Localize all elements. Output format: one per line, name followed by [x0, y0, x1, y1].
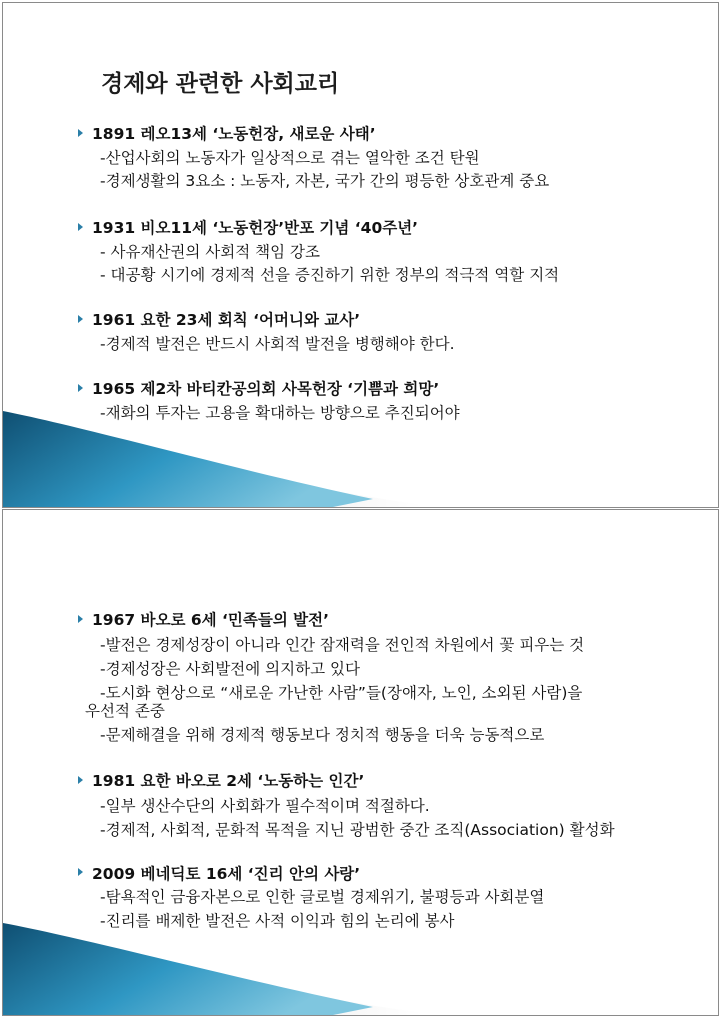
section-line: -일부 생산수단의 사회화가 필수적이며 적절하다. — [100, 797, 430, 815]
section-heading: 1967 바오로 6세 ‘민족들의 발전’ — [92, 611, 330, 629]
triangle-bullet-icon — [78, 384, 83, 392]
triangle-bullet-icon — [78, 868, 83, 876]
section-line: -재화의 투자는 고용을 확대하는 방향으로 추진되어야 — [100, 404, 460, 422]
swoosh-decoration — [3, 407, 423, 507]
section-line: -경제적 발전은 반드시 사회적 발전을 병행해야 한다. — [100, 335, 455, 353]
triangle-bullet-icon — [78, 223, 83, 231]
section-line: - 사유재산권의 사회적 책임 강조 — [100, 243, 320, 261]
section-heading: 1931 비오11세 ‘노동헌장’반포 기념 ‘40주년’ — [92, 219, 419, 237]
section-heading: 1961 요한 23세 회칙 ‘어머니와 교사’ — [92, 311, 361, 329]
swoosh-decoration — [3, 920, 423, 1015]
section-line: -발전은 경제성장이 아니라 인간 잠재력을 전인적 차원에서 꽃 피우는 것 — [100, 636, 585, 654]
section-heading: 1965 제2차 바티칸공의회 사목헌장 ‘기쁨과 희망’ — [92, 380, 440, 398]
triangle-bullet-icon — [78, 615, 83, 623]
section-line: -경제적, 사회적, 문화적 목적을 지닌 광범한 중간 조직(Association) 활성화 — [100, 821, 615, 839]
slide-1 — [2, 2, 719, 508]
section-line: - 대공황 시기에 경제적 선을 증진하기 위한 정부의 적극적 역할 지적 — [100, 266, 560, 284]
section-line: -문제해결을 위해 경제적 행동보다 정치적 행동을 더욱 능동적으로 — [100, 726, 545, 744]
section-line: -경제성장은 사회발전에 의지하고 있다 — [100, 660, 360, 678]
triangle-bullet-icon — [78, 776, 83, 784]
section-heading: 1891 레오13세 ‘노동헌장, 새로운 사태’ — [92, 125, 376, 143]
triangle-bullet-icon — [78, 315, 83, 323]
section-line: -도시화 현상으로 “새로운 가난한 사람”들(장애자, 노인, 소외된 사람)을 — [100, 684, 583, 702]
section-heading: 2009 베네딕토 16세 ‘진리 안의 사랑’ — [92, 865, 361, 883]
section-line: -경제생활의 3요소 : 노동자, 자본, 국가 간의 평등한 상호관계 중요 — [100, 172, 550, 190]
section-heading: 1981 요한 바오로 2세 ‘노동하는 인간’ — [92, 772, 365, 790]
section-line: 우선적 존중 — [85, 702, 165, 720]
section-line: -산업사회의 노동자가 일상적으로 겪는 열악한 조건 탄원 — [100, 149, 480, 167]
section-line: -진리를 배제한 발전은 사적 이익과 힘의 논리에 봉사 — [100, 912, 455, 930]
triangle-bullet-icon — [78, 129, 83, 137]
slide-2 — [2, 509, 719, 1016]
slide-title: 경제와 관련한 사회교리 — [101, 71, 340, 97]
section-line: -탐욕적인 금융자본으로 인한 글로벌 경제위기, 불평등과 사회분열 — [100, 888, 545, 906]
